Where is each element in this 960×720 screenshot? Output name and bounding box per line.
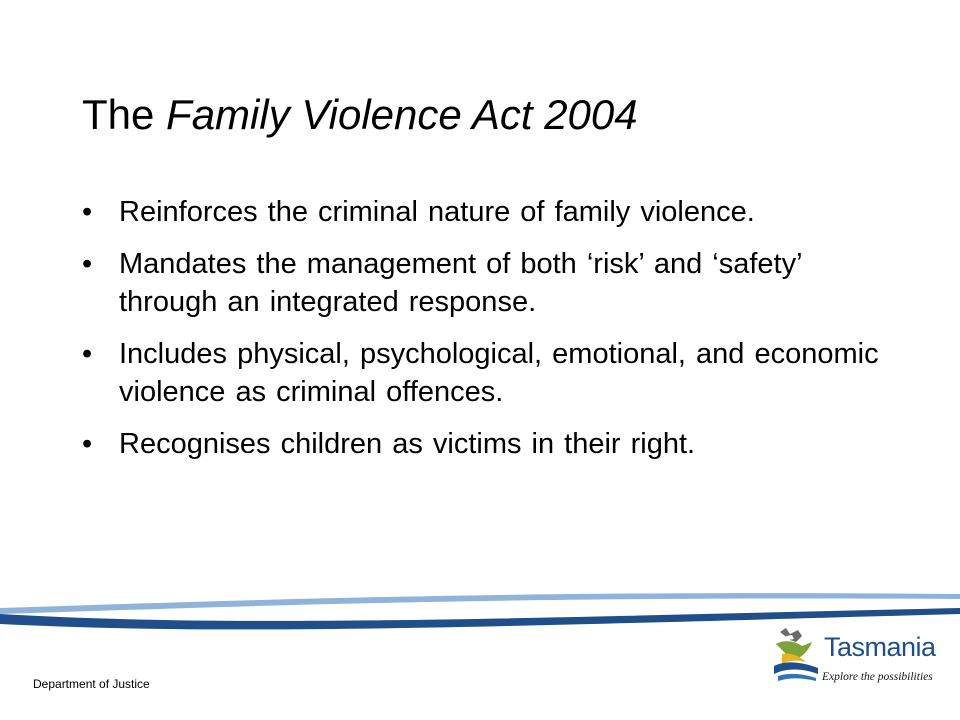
logo-wordmark: Tasmania: [824, 632, 936, 662]
bullet-list: [82, 193, 882, 477]
department-label: Department of Justice: [33, 677, 150, 691]
bullet-marker: •: [82, 338, 93, 370]
title-italic: Family Violence Act 2004: [166, 91, 638, 138]
swoosh-light-band: [0, 593, 960, 614]
bullet-marker: •: [82, 248, 93, 280]
bullet-marker: •: [82, 428, 93, 460]
bullet-text: Includes physical, psychological, emotional, and economic violence as criminal offences.: [119, 338, 879, 408]
bullet-item: [82, 425, 882, 463]
tasmania-tiger-icon: [772, 626, 820, 682]
bullet-item: [82, 335, 882, 411]
bullet-item: [82, 193, 882, 231]
bullet-text: Reinforces the criminal nature of family violence.: [119, 196, 755, 228]
bullet-item: [82, 245, 882, 321]
logo-tagline: Explore the possibilities: [822, 671, 933, 683]
bullet-text: Mandates the management of both ‘risk’ and ‘safety’ through an integrated response.: [119, 248, 802, 318]
slide-title: [82, 90, 638, 140]
bullet-text: Recognises children as victims in their right.: [119, 428, 696, 460]
bullet-marker: •: [82, 196, 93, 228]
title-prefix: The: [82, 91, 167, 138]
tasmania-logo: [772, 626, 936, 690]
